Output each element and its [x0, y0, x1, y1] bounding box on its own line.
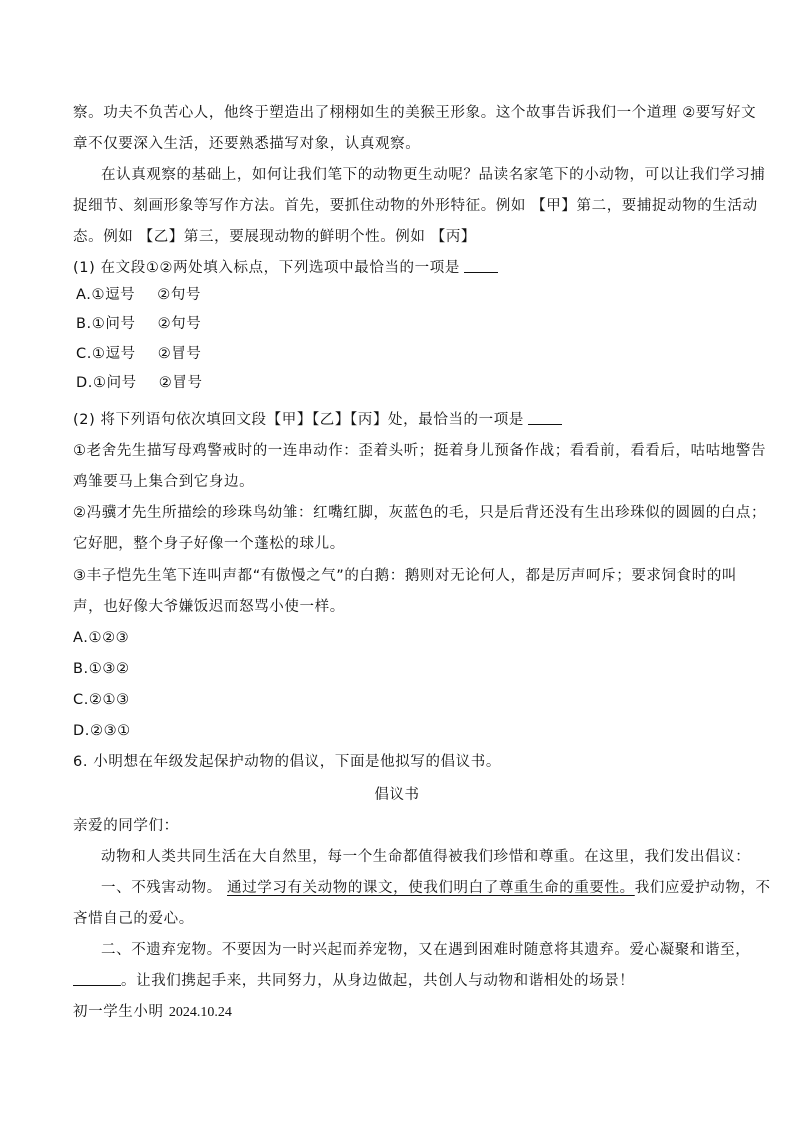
paragraph-line: 态。例如 【乙】第三，要展现动物的鲜明个性。例如 【丙】: [73, 229, 477, 245]
question-1-stem: [73, 258, 498, 278]
option-label: D.①问号: [76, 375, 137, 391]
sentence-1-cont: 鸡雏要马上集合到它身边。: [73, 474, 255, 490]
paragraph-line: 章不仅要深入生活，还要熟悉描写对象，认真观察。: [73, 136, 421, 152]
option-label: ②冒号: [157, 346, 202, 362]
paragraph-line: 察。功夫不负苦心人，他终于塑造出了栩栩如生的美猴王形象。这个故事告诉我们一个道理 ②要写好文: [73, 105, 757, 121]
q1-option-c: [76, 344, 202, 364]
q2-option-c: C.②①③: [73, 692, 130, 708]
option-label: ②冒号: [158, 375, 203, 391]
signature-date: 2024.10.24: [168, 1005, 232, 1020]
sentence-2: ②冯骥才先生所描绘的珍珠鸟幼雏：红嘴红脚，灰蓝色的毛，只是后背还没有生出珍珠似的圆圆的白点；: [73, 505, 767, 521]
sentence-1: ①老舍先生描写母鸡警戒时的一连串动作：歪着头听；挺着身儿预备作战；看看前，看看后，咕咕地警告: [73, 443, 767, 459]
item-2-text: 。让我们携起手来，共同努力，从身边做起，共创人与动物和谐相处的场景！: [121, 973, 635, 989]
q2-option-d: D.②③①: [73, 723, 131, 739]
option-label: B.①问号: [76, 316, 136, 332]
q1-option-b: [76, 314, 201, 334]
proposal-signature: [73, 1002, 232, 1023]
sentence-3: ③丰子恺先生笔下连叫声都“有傲慢之气”的白鹅：鹅则对无论何人，都是厉声呵斥；要求饲食时的叫: [73, 568, 738, 584]
q2-option-b: B.①③②: [73, 661, 130, 677]
signature-name: 初一学生小明: [73, 1004, 164, 1020]
proposal-greeting: 亲爱的同学们：: [73, 818, 179, 834]
q1-option-a: [76, 285, 201, 305]
q2-option-a: A.①②③: [73, 630, 130, 646]
question-2-stem: [73, 410, 562, 430]
underlined-sentence: 通过学习有关动物的课文，使我们明白了尊重生命的重要性。: [227, 880, 635, 896]
option-label: ②句号: [157, 287, 202, 303]
proposal-item-2-cont: [73, 971, 634, 991]
option-label: A.①逗号: [76, 287, 136, 303]
option-label: C.①逗号: [76, 346, 136, 362]
question-6-stem: 6. 小明想在年级发起保护动物的倡议，下面是他拟写的倡议书。: [73, 754, 501, 770]
answer-blank: [464, 258, 498, 273]
paragraph-line: 捉细节、刻画形象等写作方法。首先，要抓住动物的外形特征。例如 【甲】第二，要捕捉动物的生活动: [73, 198, 758, 214]
question-2-text: (2) 将下列语句依次填回文段【甲】【乙】【丙】处，最恰当的一项是: [73, 412, 524, 428]
proposal-item-2: 二、不遗弃宠物。不要因为一时兴起而养宠物，又在遇到困难时随意将其遗弃。爱心凝聚和谐至，: [101, 942, 751, 958]
item-lead: 一、不残害动物。: [101, 880, 222, 896]
option-label: ②句号: [157, 316, 202, 332]
paragraph-line: 在认真观察的基础上，如何让我们笔下的动物更生动呢？品读名家笔下的小动物，可以让我们学习捕: [101, 167, 766, 183]
question-1-text: (1) 在文段①②两处填入标点，下列选项中最恰当的一项是: [73, 260, 460, 276]
q1-option-d: [76, 373, 203, 393]
answer-blank: [73, 971, 121, 986]
proposal-paragraph: 动物和人类共同生活在大自然里，每一个生命都值得被我们珍惜和尊重。在这里，我们发出倡议：: [101, 849, 751, 865]
sentence-3-cont: 声，也好像大爷嫌饭迟而怒骂小使一样。: [73, 599, 345, 615]
answer-blank: [528, 410, 562, 425]
proposal-item-1: [101, 878, 771, 898]
proposal-title: 倡议书: [374, 787, 420, 803]
sentence-2-cont: 它好肥，整个身子好像一个蓬松的球儿。: [73, 536, 345, 552]
proposal-item-1-cont: 吝惜自己的爱心。: [73, 911, 194, 927]
item-tail: 我们应爱护动物，不: [634, 880, 771, 896]
